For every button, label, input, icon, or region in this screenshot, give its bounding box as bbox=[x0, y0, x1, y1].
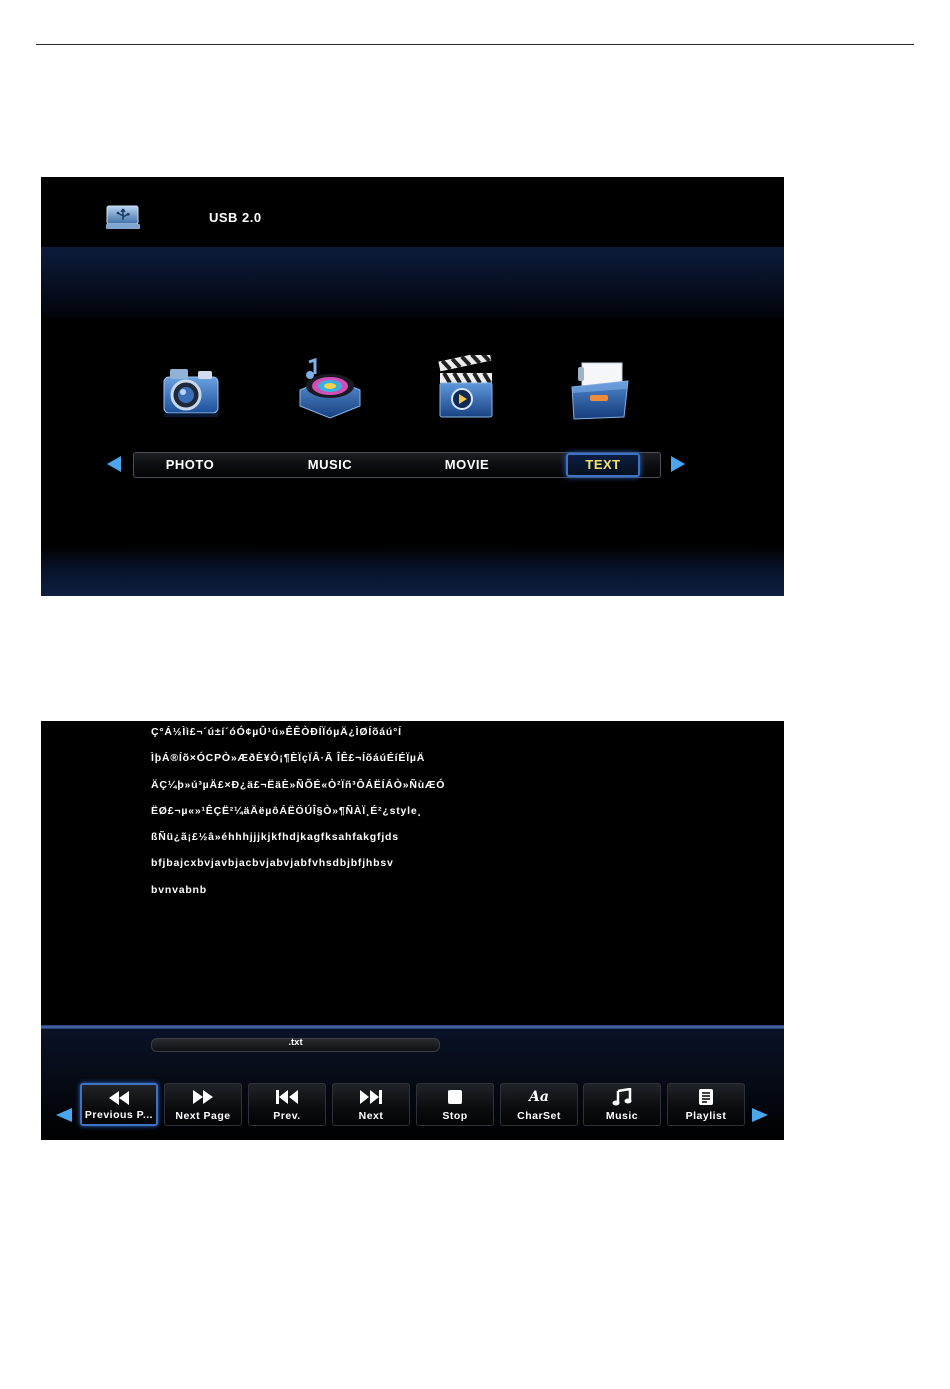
usb-drive-icon bbox=[105, 204, 141, 230]
rewind-icon bbox=[108, 1090, 130, 1106]
text-content bbox=[151, 725, 445, 909]
controls-left-arrow-icon[interactable] bbox=[55, 1107, 73, 1123]
prev-button[interactable] bbox=[248, 1083, 326, 1126]
menu-right-arrow-icon[interactable] bbox=[669, 455, 687, 473]
next-label: Next bbox=[358, 1110, 384, 1122]
file-name-bar bbox=[151, 1038, 440, 1052]
menu-item-photo[interactable]: PHOTO bbox=[165, 457, 215, 472]
stop-icon bbox=[447, 1089, 463, 1105]
clapperboard-icon[interactable] bbox=[432, 355, 502, 425]
skip-next-icon bbox=[359, 1089, 383, 1105]
turntable-icon[interactable] bbox=[295, 352, 365, 422]
skip-previous-icon bbox=[275, 1089, 299, 1105]
charset-button[interactable] bbox=[500, 1083, 578, 1126]
playlist-label: Playlist bbox=[685, 1110, 727, 1122]
menu-item-text[interactable]: TEXT bbox=[566, 453, 640, 477]
footer-glow-band bbox=[41, 546, 784, 596]
next-button[interactable] bbox=[332, 1083, 410, 1126]
media-type-menu-bar bbox=[133, 452, 661, 478]
next-page-label: Next Page bbox=[175, 1110, 231, 1122]
text-line: ÌþÁ®Íõ×ÓCPÒ»ÆðÈ¥Ó¡¶ÈÏçÏÂ·Ã ÎÊ£¬ÍõáúÉíÉÏµÄ bbox=[151, 752, 426, 765]
text-viewer-screen bbox=[41, 721, 784, 1140]
charset-aa-icon: Aa bbox=[529, 1089, 549, 1105]
prev-label: Prev. bbox=[273, 1110, 301, 1122]
fast-forward-icon bbox=[192, 1089, 214, 1105]
charset-label: CharSet bbox=[517, 1110, 561, 1122]
music-button[interactable] bbox=[583, 1083, 661, 1126]
menu-left-arrow-icon[interactable] bbox=[105, 455, 123, 473]
header-glow-band bbox=[41, 247, 784, 317]
stop-button[interactable] bbox=[416, 1083, 494, 1126]
text-line: ßÑü¿ã¡£½â»éhhhjjjkjkfhdjkagfksahfakgfjds bbox=[151, 831, 399, 844]
controls-right-arrow-icon[interactable] bbox=[751, 1107, 769, 1123]
next-page-button[interactable] bbox=[164, 1083, 242, 1126]
playlist-button[interactable] bbox=[667, 1083, 745, 1126]
playlist-icon bbox=[698, 1088, 714, 1106]
file-name: .txt bbox=[288, 1037, 303, 1048]
text-line: Ç°Á½Ìì£¬´ú±í´óÓ¢µÛ¹ú»ÊÊÒÐÍÏóµÄ¿ÌØÍõáú°Í bbox=[151, 726, 402, 738]
music-label: Music bbox=[605, 1110, 639, 1122]
text-line: ÄÇ¼þ»ú³µÄ£×Ð¿ä£¬ËäÈ»ÑÕÉ«Ò²Ïñ³ÔÁËÍÁÒ»ÑùÆÓ bbox=[151, 778, 446, 791]
text-line: ËØ£¬µ«»¹ÊÇË²¼äÄëµôÁËÖÚÎ§Ò»¶ÑÀÏ¸É²¿style¸ bbox=[151, 804, 422, 817]
previous-page-label: Previous P... bbox=[84, 1109, 154, 1121]
menu-item-music[interactable]: MUSIC bbox=[307, 457, 353, 472]
text-line: bvnvabnb bbox=[151, 883, 207, 896]
menu-item-movie[interactable]: MOVIE bbox=[444, 457, 490, 472]
stop-label: Stop bbox=[442, 1110, 468, 1122]
music-note-icon bbox=[612, 1088, 632, 1106]
previous-page-button[interactable] bbox=[80, 1083, 158, 1126]
document-folder-icon[interactable] bbox=[566, 357, 636, 427]
usb-media-menu-screen bbox=[41, 177, 784, 596]
camera-icon[interactable] bbox=[156, 357, 226, 427]
page-top-rule bbox=[36, 44, 914, 45]
usb-device-label: USB 2.0 bbox=[209, 210, 262, 225]
text-line: bfjbajcxbvjavbjacbvjabvjabfvhsdbjbfjhbsv bbox=[151, 857, 394, 870]
